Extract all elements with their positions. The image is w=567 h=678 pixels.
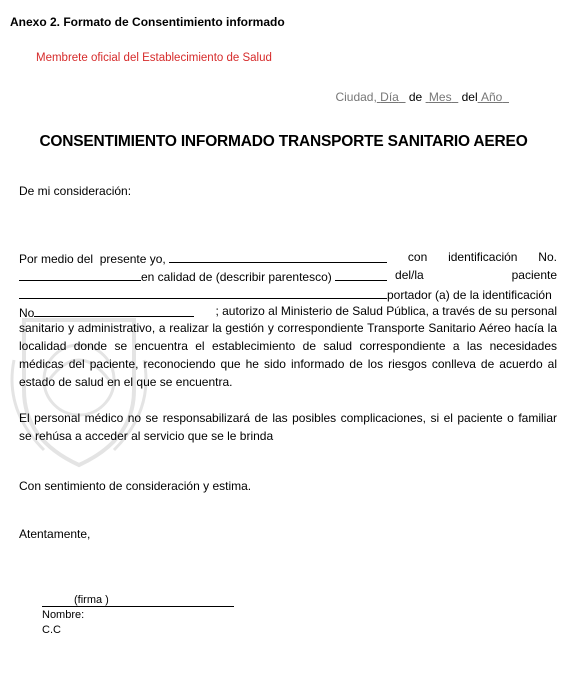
regards-line: Atentamente, [19,527,91,541]
patient-id-blank[interactable] [34,304,194,317]
letterhead-placeholder: Membrete oficial del Establecimiento de Salud [36,52,272,64]
authorization-paragraph: sanitario y administrativo, a realizar la gestión y correspondiente Transporte Sanitario Aéreo hacía la localidad donde se encuentra el establecimiento de salud correspondiente a las necesidades médicas del paciente, reconociendo que he sido informado de los riesgos conlleva de acuerdo al estado de salud en el que se encuentra. [19,321,557,389]
city-label: Ciudad, [335,90,377,104]
signature-line[interactable] [42,594,234,607]
cc-label: C.C [42,624,61,636]
name-blank[interactable] [169,250,387,263]
body-row-3 [19,286,552,302]
signature-block [42,594,234,636]
text-paciente: paciente [511,268,557,282]
salutation: De mi consideración: [19,184,132,198]
text-portador: portador (a) de la identificación [387,288,552,302]
year-field: Año [480,90,503,104]
text-identificacion: identificación [448,250,518,264]
month-field: Mes [428,90,452,104]
closing-line: Con sentimiento de consideración y estima. [19,479,252,493]
relationship-blank[interactable] [335,268,387,281]
text-del-la: del/la [395,268,424,282]
firma-label: (firma ) [74,594,109,606]
text-por-medio: Por medio del [19,252,94,266]
text-no: No. [538,250,557,264]
text-presente: presente yo, [99,252,166,266]
text-no-short: No [19,306,35,320]
annex-heading: Anexo 2. Formato de Consentimiento informado [10,15,285,29]
patient-name-blank[interactable] [19,286,387,299]
document-title: CONSENTIMIENTO INFORMADO TRANSPORTE SANITARIO AEREO [39,133,528,150]
day-field: Día [380,90,399,104]
text-con: con [407,250,428,264]
body-row-4 [19,304,557,320]
liability-paragraph: El personal médico no se responsabilizará de las posibles complicaciones, si el paciente o familiar se rehúsa a acceder al servicio que se le brinda [19,411,557,443]
body-row-2 [19,268,557,284]
text-calidad: en calidad de (describir parentesco) [141,270,332,284]
id-number-blank[interactable] [19,268,141,281]
name-label: Nombre: [42,609,85,621]
of-label: de [408,90,423,104]
text-autorizo: ; autorizo al Ministerio de Salud Pública, a través de su personal [215,304,557,318]
body-row-1 [19,250,557,266]
of-year-label: del [461,90,478,104]
date-line [335,90,509,104]
